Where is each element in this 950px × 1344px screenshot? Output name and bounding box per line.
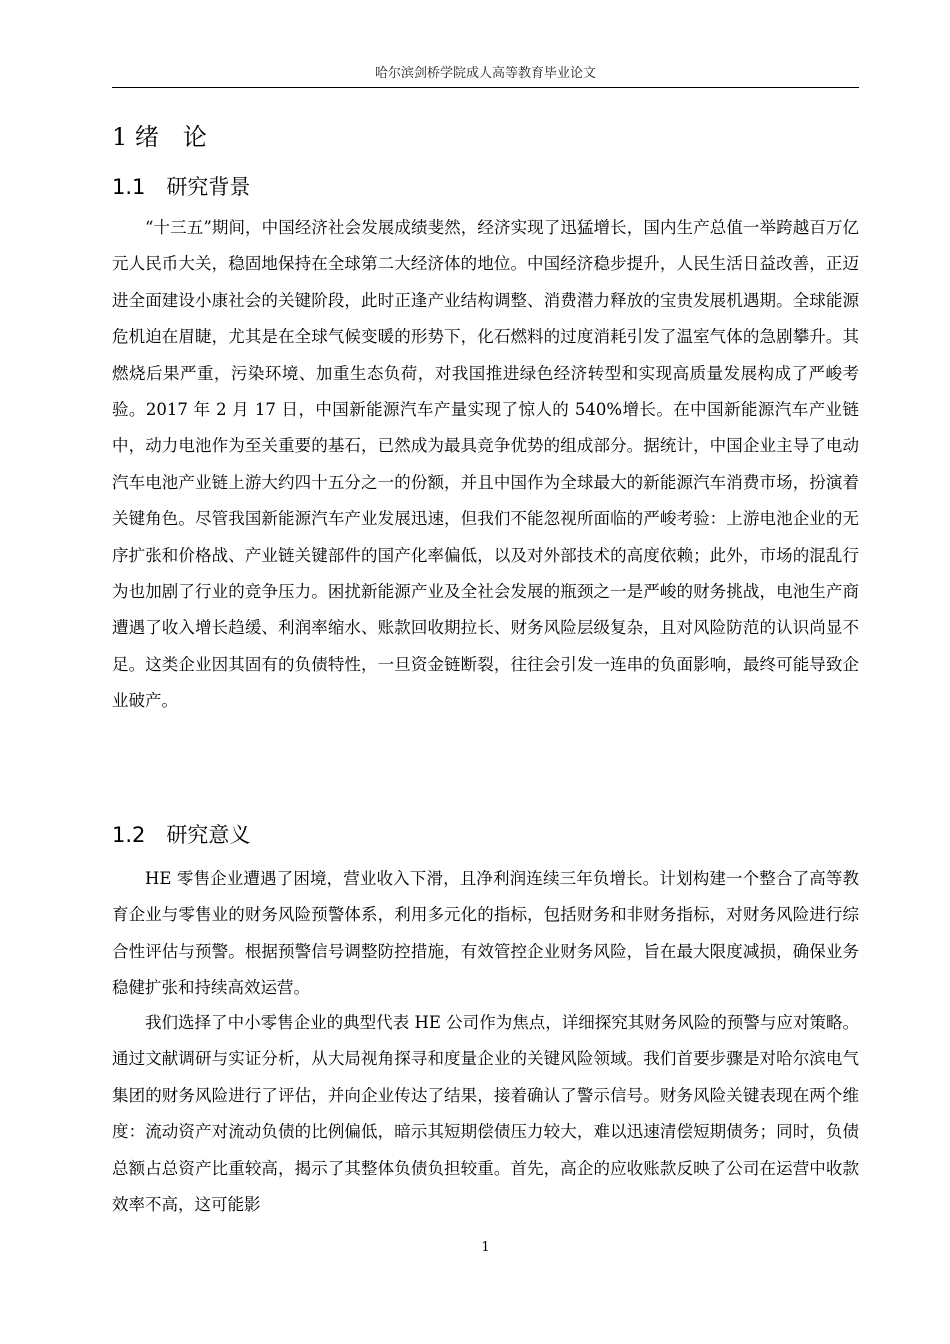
header-divider [112, 87, 859, 88]
chapter-title: 1 绪 论 [112, 123, 207, 151]
paragraph-significance-2: 我们选择了中小零售企业的典型代表 HE 公司作为焦点，详细探究其财务风险的预警与应对策略。通过文献调研与实证分析，从大局视角探寻和度量企业的关键风险领域。我们首要步骤是对哈尔滨电气集团的财务风险进行了评估，并向企业传达了结果，接着确认了警示信号。财务风险关键表现在两个维度：流动资产对流动负债的比例偏低，暗示其短期偿债压力较大，难以迅速清偿短期债务；同时，负债总额占总资产比重较高，揭示了其整体负债负担较重。首先，高企的应收账款反映了公司在运营中收款效率不高，这可能影 [112, 1013, 859, 1215]
paragraph-significance-1: HE 零售企业遭遇了困境，营业收入下滑，且净利润连续三年负增长。计划构建一个整合了高等教育企业与零售业的财务风险预警体系，利用多元化的指标，包括财务和非财务指标，对财务风险进行综合性评估与预警。根据预警信号调整防控措施，有效管控企业财务风险，旨在最大限度减损，确保业务稳健扩张和持续高效运营。 [112, 869, 859, 998]
running-header: 哈尔滨剑桥学院成人高等教育毕业论文 [374, 66, 596, 81]
section-title-background: 1.1 研究背景 [112, 175, 251, 199]
page-number: 1 [481, 1240, 490, 1255]
paragraph-background: “十三五”期间，中国经济社会发展成绩斐然，经济实现了迅猛增长，国内生产总值一举跨越百万亿元人民币大关，稳固地保持在全球第二大经济体的地位。中国经济稳步提升，人民生活日益改善，正迈进全面建设小康社会的关键阶段，此时正逢产业结构调整、消费潜力释放的宝贵发展机遇期。全球能源危机迫在眉睫，尤其是在全球气候变暖的形势下，化石燃料的过度消耗引发了温室气体的急剧攀升。其燃烧后果严重，污染环境、加重生态负荷，对我国推进绿色经济转型和实现高质量发展构成了严峻考验。2017 年 2 月 17 日，中国新能源汽车产量实现了惊人的 540%增长。在中国新能源汽车产业链中，动力电池作为至关重要的基石，已然成为最具竞争优势的组成部分。据统计，中国企业主导了电动汽车电池产业链上游大约四十五分之一的份额，并且中国作为全球最大的新能源汽车消费市场，扮演着关键角色。尽管我国新能源汽车产业发展迅速，但我们不能忽视所面临的严峻考验：上游电池企业的无序扩张和价格战、产业链关键部件的国产化率偏低，以及对外部技术的高度依赖；此外，市场的混乱行为也加剧了行业的竞争压力。困扰新能源产业及全社会发展的瓶颈之一是严峻的财务挑战，电池生产商遭遇了收入增长趋缓、利润率缩水、账款回收期拉长、财务风险层级复杂，且对风险防范的认识尚显不足。这类企业因其固有的负债特性，一旦资金链断裂，往往会引发一连串的负面影响，最终可能导致企业破产。 [112, 218, 859, 711]
section-title-significance: 1.2 研究意义 [112, 823, 251, 847]
